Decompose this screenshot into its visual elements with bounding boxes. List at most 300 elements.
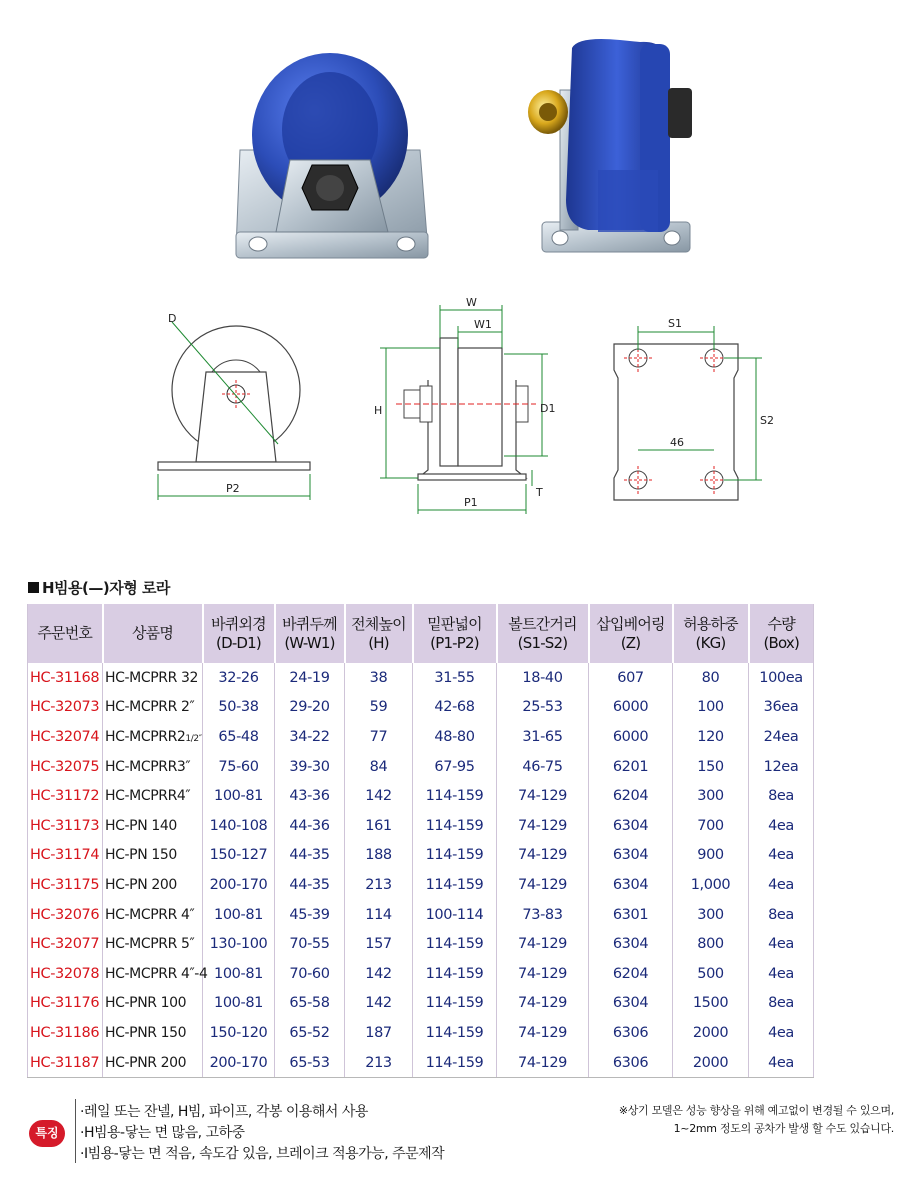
table-cell [345,693,413,723]
cell-text: 74-129 [518,1054,567,1071]
product-name-cell [103,1048,203,1078]
column-header [203,604,275,663]
table-cell [589,989,673,1019]
table-cell [203,959,275,989]
cell-text: 43-36 [289,788,330,805]
order-number-cell [28,663,103,693]
table-cell [749,781,814,811]
table-cell [749,900,814,930]
table-cell [203,722,275,752]
cell-text: 114-159 [425,876,484,893]
cell-text: 6301 [612,906,649,923]
table-cell [589,752,673,782]
table-cell [589,693,673,723]
cell-text: 800 [697,936,724,953]
table-cell [749,989,814,1019]
table-cell [589,781,673,811]
cell-text: 100-81 [214,906,263,923]
drawing-front [158,312,310,500]
table-cell [275,663,345,693]
cell-text: 24-19 [289,669,330,686]
section-title-text: H빔용(—)자형 로라 [42,579,170,597]
cell-text: HC-31172 [30,788,100,805]
label-46: 46 [670,436,684,449]
column-header-label: 삽입베어링 [596,614,665,633]
column-header [589,604,673,663]
cell-text: HC-MCPRR2 [105,728,186,745]
label-d1: D1 [540,402,556,415]
cell-text: 114-159 [425,965,484,982]
order-number-cell [28,752,103,782]
column-header-unit: (KG) [695,633,726,652]
table-cell [275,1018,345,1048]
table-cell [345,1048,413,1078]
fraction-text: 1/2″ [185,733,202,744]
cell-text: 74-129 [518,876,567,893]
table-cell [673,1048,749,1078]
table-cell [497,929,589,959]
cell-text: 6204 [612,965,649,982]
cell-text: HC-PNR 200 [105,1054,187,1071]
cell-text: 31-65 [522,728,563,745]
cell-text: 39-30 [289,758,330,775]
cell-text: 6304 [612,995,649,1012]
cell-text: HC-32077 [30,936,100,953]
order-number-cell [28,870,103,900]
cell-text: 100-81 [214,965,263,982]
table-cell [749,841,814,871]
cell-text: 100 [697,699,724,716]
table-cell [413,841,497,871]
cell-text: 74-129 [518,847,567,864]
cell-text: 42-68 [434,699,475,716]
table-row [28,870,814,900]
cell-text: 4ea [768,847,794,864]
table-cell [589,959,673,989]
cell-text: 25-53 [522,699,563,716]
table-cell [673,663,749,693]
table-cell [749,693,814,723]
cell-text: 44-35 [289,847,330,864]
cell-text: HC-PN 140 [105,817,177,834]
cell-text: 65-52 [289,1024,330,1041]
cell-text: HC-31175 [30,876,100,893]
table-cell [589,811,673,841]
cell-text: 114-159 [425,936,484,953]
product-name-cell [103,663,203,693]
table-cell [345,959,413,989]
table-cell [203,989,275,1019]
cell-text: 6306 [612,1024,649,1041]
table-cell [589,841,673,871]
table-cell [345,900,413,930]
cell-text: 67-95 [434,758,475,775]
cell-text: 700 [697,817,724,834]
table-cell [673,1018,749,1048]
table-cell [275,811,345,841]
cell-text: 2000 [692,1054,729,1071]
cell-text: 114-159 [425,788,484,805]
table-cell [673,811,749,841]
table-cell [673,841,749,871]
column-header-unit: (D-D1) [216,633,261,652]
product-photos [0,0,922,290]
cell-text: 48-80 [434,728,475,745]
cell-text: 59 [369,699,388,716]
cell-text: 114-159 [425,1054,484,1071]
cell-text: 50-38 [218,699,259,716]
cell-text: 32-26 [218,669,259,686]
feature-item: ·I빔용-닿는 면 적음, 속도감 있음, 브레이크 적용가능, 주문제작 [80,1146,445,1162]
cell-text: 100-114 [425,906,484,923]
cell-text: 74-129 [518,965,567,982]
column-header-label: 바퀴외경 [211,614,266,633]
table-cell [413,929,497,959]
product-name-cell [103,811,203,841]
column-header [413,604,497,663]
feature-item: ·레일 또는 잔넬, H빔, 파이프, 각봉 이용해서 사용 [80,1104,368,1120]
label-w: W [466,296,477,309]
table-cell [673,781,749,811]
features-list [80,1102,444,1165]
table-cell [413,781,497,811]
column-header-label: 볼트간거리 [508,614,577,633]
order-number-cell [28,1048,103,1078]
table-cell [203,663,275,693]
cell-text: HC-PN 200 [105,876,177,893]
table-cell [497,693,589,723]
cell-text: 38 [369,669,388,686]
table-cell [275,900,345,930]
table-header-row [28,604,814,663]
product-name-cell [103,693,203,723]
table-row [28,752,814,782]
cell-text: 75-60 [218,758,259,775]
table-cell [345,989,413,1019]
table-cell [413,811,497,841]
cell-text: HC-MCPRR4″ [105,788,191,805]
table-cell [275,693,345,723]
cell-text: 142 [365,995,392,1012]
table-cell [345,870,413,900]
section-title [28,577,170,598]
table-row [28,1018,814,1048]
table-cell [275,841,345,871]
cell-text: 150-120 [209,1024,268,1041]
column-header-label: 수량 [767,614,795,633]
cell-text: HC-PN 150 [105,847,177,864]
table-cell [749,663,814,693]
table-cell [275,781,345,811]
table-cell [749,752,814,782]
cell-text: 100-81 [214,788,263,805]
order-number-cell [28,693,103,723]
cell-text: 6000 [612,728,649,745]
table-cell [589,663,673,693]
table-row [28,781,814,811]
table-cell [275,989,345,1019]
table-cell [673,989,749,1019]
table-cell [345,722,413,752]
cell-text: 114-159 [425,1024,484,1041]
column-header-unit: (S1-S2) [517,633,568,652]
order-number-cell [28,811,103,841]
cell-text: 34-22 [289,728,330,745]
table-cell [275,959,345,989]
column-header [345,604,413,663]
table-body [28,663,814,1078]
table-row [28,841,814,871]
cell-text: HC-MCPRR3″ [105,758,191,775]
cell-text: 65-48 [218,728,259,745]
cell-text: HC-MCPRR 5″ [105,936,195,953]
cell-text: 8ea [768,995,794,1012]
cell-text: 44-36 [289,817,330,834]
cell-text: 4ea [768,1024,794,1041]
label-s2: S2 [760,414,774,427]
table-row [28,693,814,723]
product-name-cell [103,752,203,782]
table-cell [749,1018,814,1048]
table-cell [345,663,413,693]
cell-text: 84 [369,758,388,775]
cell-text: 4ea [768,817,794,834]
table-cell [203,693,275,723]
table-cell [275,929,345,959]
cell-text: 114-159 [425,817,484,834]
drawing-side [374,296,555,514]
cell-text: HC-32074 [30,728,100,745]
cell-text: 70-60 [289,965,330,982]
table-row [28,989,814,1019]
table-row [28,663,814,693]
note-line: 1~2mm 정도의 공차가 발생 할 수도 있습니다. [673,1122,894,1135]
order-number-cell [28,841,103,871]
cell-text: 4ea [768,876,794,893]
table-cell [497,870,589,900]
cell-text: 187 [365,1024,392,1041]
label-p2: P2 [226,482,240,495]
cell-text: 73-83 [522,906,563,923]
cell-text: 2000 [692,1024,729,1041]
cell-text: HC-31176 [30,995,100,1012]
table-cell [589,1048,673,1078]
table-cell [203,811,275,841]
spec-table [27,604,814,1078]
label-h: H [374,404,383,417]
cell-text: 6204 [612,788,649,805]
table-cell [749,722,814,752]
column-header-unit: (H) [368,633,389,652]
cell-text: 74-129 [518,995,567,1012]
column-header [673,604,749,663]
column-header-unit: (W-W1) [284,633,335,652]
table-cell [413,752,497,782]
cell-text: 100ea [759,669,803,686]
table-cell [673,929,749,959]
product-name-cell [103,870,203,900]
table-cell [497,959,589,989]
cell-text: 161 [365,817,392,834]
table-cell [589,900,673,930]
table-cell [673,752,749,782]
column-header [103,604,203,663]
cell-text: 74-129 [518,817,567,834]
photo-front-view [236,53,428,258]
column-header [28,604,103,663]
cell-text: 70-55 [289,936,330,953]
cell-text: HC-MCPRR 4″-4 [105,965,208,982]
cell-text: 150-127 [209,847,268,864]
table-cell [589,870,673,900]
column-header-label: 상품명 [131,624,174,642]
cell-text: 12ea [763,758,799,775]
cell-text: HC-PNR 100 [105,995,187,1012]
cell-text: 4ea [768,1054,794,1071]
table-cell [589,722,673,752]
table-row [28,1048,814,1078]
table-cell [589,929,673,959]
cell-text: 142 [365,965,392,982]
cell-text: 900 [697,847,724,864]
cell-text: HC-31174 [30,847,100,864]
cell-text: 45-39 [289,906,330,923]
cell-text: 500 [697,965,724,982]
table-cell [203,841,275,871]
cell-text: 140-108 [209,817,268,834]
table-cell [345,929,413,959]
table-cell [345,752,413,782]
column-header-label: 밑판넓이 [427,614,482,633]
table-cell [673,870,749,900]
cell-text: 130-100 [209,936,268,953]
label-s1: S1 [668,317,682,330]
cell-text: 6304 [612,817,649,834]
table-cell [497,900,589,930]
column-header-unit: (Z) [620,633,641,652]
table-cell [497,989,589,1019]
cell-text: 31-55 [434,669,475,686]
cell-text: 6000 [612,699,649,716]
product-name-cell [103,841,203,871]
dimension-drawings [0,295,922,525]
cell-text: 80 [701,669,720,686]
cell-text: 188 [365,847,392,864]
table-cell [275,722,345,752]
table-row [28,929,814,959]
cell-text: HC-PNR 150 [105,1024,187,1041]
cell-text: 114-159 [425,847,484,864]
table-cell [749,870,814,900]
cell-text: 6201 [612,758,649,775]
order-number-cell [28,929,103,959]
table-row [28,811,814,841]
table-cell [673,693,749,723]
features-badge: 특징 [29,1120,65,1147]
cell-text: 4ea [768,936,794,953]
table-cell [673,722,749,752]
table-cell [749,929,814,959]
cell-text: 100-81 [214,995,263,1012]
table-cell [497,1048,589,1078]
table-cell [203,752,275,782]
order-number-cell [28,900,103,930]
column-header-unit: (Box) [763,633,800,652]
cell-text: 74-129 [518,1024,567,1041]
table-cell [497,781,589,811]
cell-text: HC-32075 [30,758,100,775]
cell-text: 114-159 [425,995,484,1012]
column-header-label: 바퀴두께 [282,614,337,633]
column-header-label: 주문번호 [37,624,93,642]
cell-text: 150 [697,758,724,775]
table-cell [497,663,589,693]
cell-text: HC-MCPRR 32 [105,669,198,686]
cell-text: 300 [697,788,724,805]
table-cell [413,722,497,752]
order-number-cell [28,722,103,752]
table-cell [345,1018,413,1048]
label-p1: P1 [464,496,478,509]
cell-text: 6304 [612,876,649,893]
table-cell [749,1048,814,1078]
table-cell [203,1018,275,1048]
table-cell [497,811,589,841]
column-header-unit: (P1-P2) [430,633,479,652]
table-cell [413,1018,497,1048]
label-d: D [168,312,177,325]
feature-item: ·H빔용-닿는 면 많음, 고하중 [80,1125,245,1141]
cell-text: 114 [365,906,392,923]
column-header-label: 전체높이 [351,614,406,633]
drawing-base-plate [614,317,774,500]
table-cell [275,870,345,900]
table-cell [673,900,749,930]
cell-text: 36ea [763,699,799,716]
label-w1: W1 [474,318,492,331]
cell-text: 24ea [763,728,799,745]
table-row [28,959,814,989]
order-number-cell [28,989,103,1019]
cell-text: 6304 [612,847,649,864]
cell-text: HC-31168 [30,669,100,686]
table-cell [413,663,497,693]
table-row [28,900,814,930]
cell-text: 74-129 [518,788,567,805]
product-name-cell [103,989,203,1019]
product-name-cell [103,929,203,959]
order-number-cell [28,959,103,989]
cell-text: HC-MCPRR 2″ [105,699,195,716]
table-cell [413,900,497,930]
table-cell [673,959,749,989]
cell-text: 120 [697,728,724,745]
photo-side-view [528,39,692,252]
table-cell [203,1048,275,1078]
table-cell [497,841,589,871]
table-cell [275,752,345,782]
table-cell [497,752,589,782]
table-cell [413,989,497,1019]
table-cell [203,781,275,811]
table-cell [203,870,275,900]
table-cell [497,1018,589,1048]
table-cell [275,1048,345,1078]
table-cell [589,1018,673,1048]
table-cell [497,722,589,752]
cell-text: HC-32078 [30,965,100,982]
cell-text: 607 [617,669,644,686]
